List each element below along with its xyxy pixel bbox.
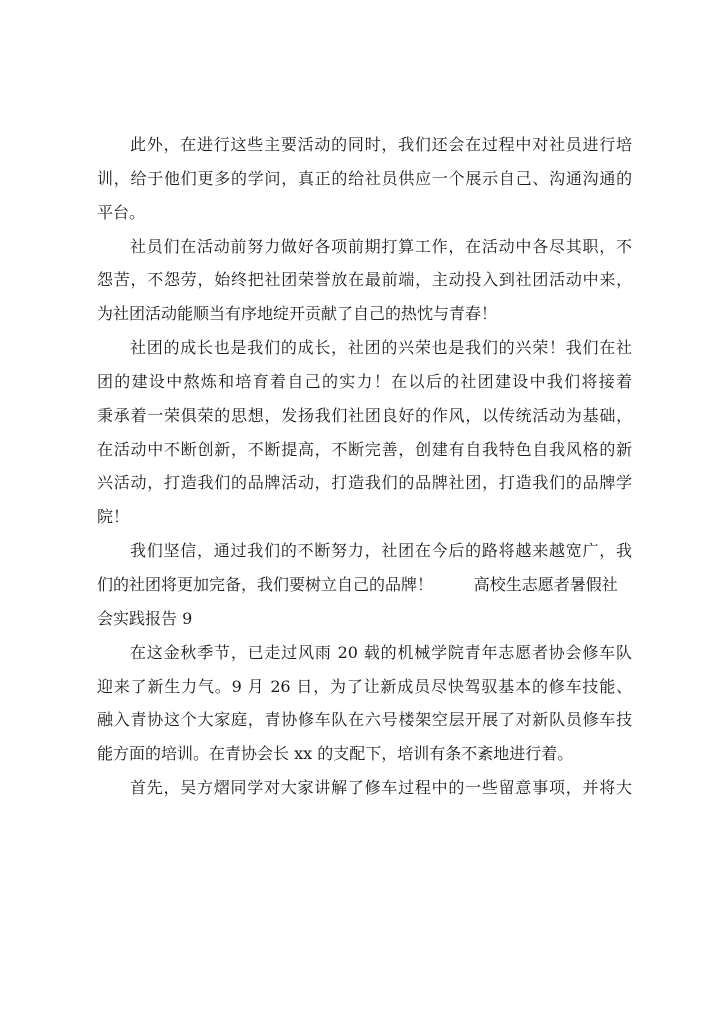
text-line: 社团的成长也是我们的成长，社团的兴荣也是我们的兴荣！我们在社 [130, 338, 632, 358]
text-line: 会实践报告 9 [97, 608, 193, 628]
text-line: 迎来了新生力气。9 月 26 日，为了让新成员尽快驾驭基本的修车技能、 [97, 676, 632, 696]
text-line: 院！ [97, 507, 130, 527]
text-line: 秉承着一荣俱荣的思想，发扬我们社团良好的作风，以传统活动为基础， [97, 405, 632, 425]
text-line: 训，给于他们更多的学问，真正的给社员供应一个展示自己、沟通沟通的 [97, 168, 632, 188]
text-line: 在活动中不断创新，不断提高，不断完善，创建有自我特色自我风格的新 [97, 439, 632, 459]
text-line: 平台。 [97, 202, 146, 222]
text-line: 社员们在活动前努力做好各项前期打算工作，在活动中各尽其职，不 [130, 236, 632, 256]
text-line: 此外，在进行这些主要活动的同时，我们还会在过程中对社员进行培 [130, 135, 632, 154]
text-line: 在这金秋季节，已走过风雨 20 载的机械学院青年志愿者协会修车队 [130, 642, 632, 662]
text-line: 怨苦，不怨劳，始终把社团荣誉放在最前端，主动投入到社团活动中来， [97, 270, 632, 290]
text-line: 融入青协这个大家庭，青协修车队在六号楼架空层开展了对新队员修车技 [97, 710, 632, 730]
text-line: 兴活动，打造我们的品牌活动，打造我们的品牌社团，打造我们的品牌学 [97, 473, 632, 493]
text-line: 团的建设中熬炼和培育着自己的实力！在以后的社团建设中我们将接着 [97, 371, 632, 391]
text-line: 为社团活动能顺当有序地绽开贡献了自己的热忱与青春！ [97, 304, 498, 324]
text-line: 们的社团将更加完备，我们要树立自己的品牌！ 高校生志愿者暑假社 [97, 574, 618, 594]
text-line: 首先，吴方熠同学对大家讲解了修车过程中的一些留意事项，并将大 [130, 778, 632, 798]
body-text [97, 128, 632, 805]
text-line: 我们坚信，通过我们的不断努力，社团在今后的路将越来越宽广，我 [130, 541, 632, 561]
text-line: 能方面的培训。在青协会长 xx 的支配下，培训有条不紊地进行着。 [97, 744, 574, 764]
